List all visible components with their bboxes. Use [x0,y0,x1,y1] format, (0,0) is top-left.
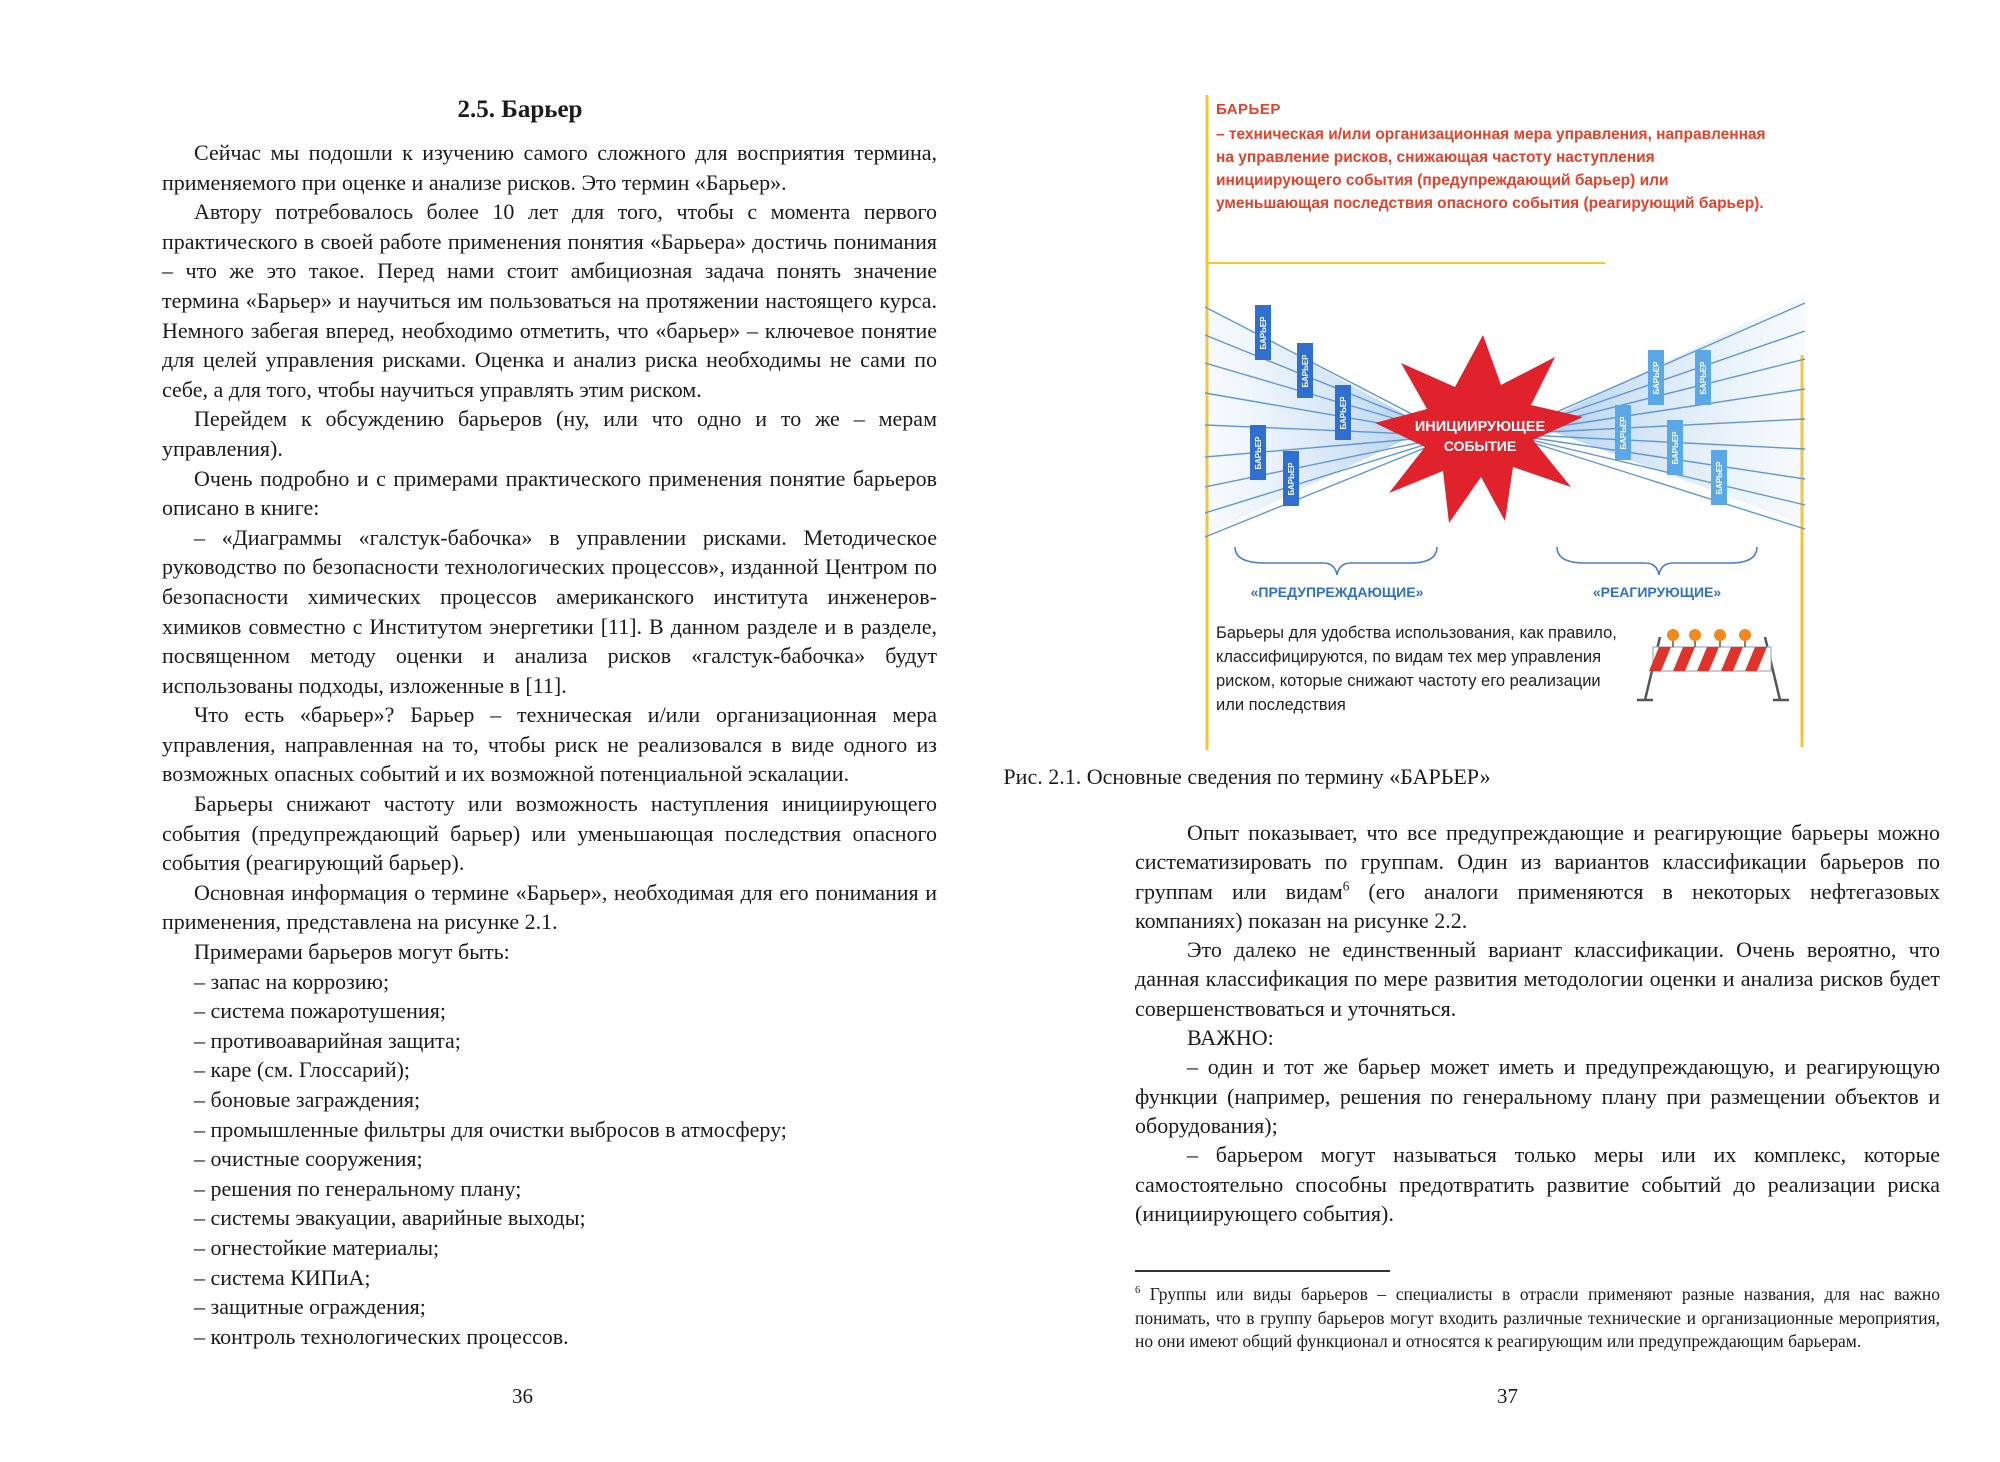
important-point: – барьером могут называться только меры или их комплекс, которые самостоятельно способны предотвратить развитие событий до реализации риска (инициирующего события). [1135,1142,1940,1226]
important-label: ВАЖНО: [1187,1025,1274,1051]
paragraph: Примерами барьеров могут быть: [194,939,510,965]
reactive-group-label: «РЕАГИРУЮЩИЕ» [1592,584,1722,600]
list-item: – защитные ограждения; [194,1294,426,1320]
paragraph [1135,818,1940,935]
footnote [1135,1283,1940,1354]
road-barrier-icon [1637,629,1789,700]
paragraph-text: Опыт показывает, что все предупреждающие и реагирующие барьеры можно систематизировать по группам. Один из вариантов классификации барьеров по группам или видам [1135,820,1940,904]
paragraph: Это далеко не единственный вариант классификации. Очень вероятно, что данная классификация по мере развития методологии оценки и анализа рисков будет совершенствоваться и уточняться. [1135,937,1940,1021]
barrier-label: БАРЬЕР [1301,354,1310,388]
page-number: 36 [512,1384,533,1408]
barrier-label: БАРЬЕР [1652,361,1661,395]
list-item: – решения по генеральному плану; [194,1175,522,1201]
important-point: – один и тот же барьер может иметь и предупреждающую, и реагирующую функции (например, решения по генеральному плану при размещении объектов и оборудования); [1135,1054,1940,1138]
barrier-figure [1205,95,1805,750]
list-item: – огнестойкие материалы; [194,1234,440,1260]
right-page [1000,0,2000,1462]
barrier-label: БАРЬЕР [1699,361,1708,395]
paragraph: Автору потребовалось более 10 лет для того, чтобы с момента первого практического в своей работе применения понятия «Барьера» достичь понимания – что же это такое. Перед нами стоит амбициозная задача понять значение термина «Барьер» и научиться им пользоваться на протяжении настоящего курса. Немного забегая вперед, необходимо отметить, что «барьер» – ключевое понятие для целей управления рисками. Оценка и анализ риска необходимы не сами по себе, а для того, чтобы научиться управлять этим риском. [162,199,937,402]
figure-caption: Рис. 2.1. Основные сведения по термину «БАРЬЕР» [1003,764,1491,789]
list-item: – запас на коррозию; [194,968,390,994]
barrier-label: БАРЬЕР [1339,396,1348,430]
preventive-group-label: «ПРЕДУПРЕЖДАЮЩИЕ» [1250,584,1424,600]
right-brace [1557,547,1757,575]
paragraph: Перейдем к обсуждению барьеров (ну, или что одно и то же – мерам управления). [162,406,937,461]
paragraph: Основная информация о термине «Барьер», необходимая для его понимания и применения, представлена на рисунке 2.1. [162,879,937,935]
figure-title: БАРЬЕР [1216,101,1281,118]
right-body [1135,818,1940,1228]
barrier-label: БАРЬЕР [1259,316,1268,350]
barrier-label: БАРЬЕР [1671,431,1680,465]
right-fan [1527,295,1805,529]
list-item: – противоаварийная защита; [194,1027,461,1053]
section-heading: 2.5. Барьер [457,96,583,123]
footnote-ref: 6 [1342,878,1350,894]
examples-list [162,967,937,1352]
paragraph: – «Диаграммы «галстук-бабочка» в управлении рисками. Методическое руководство по безопасности технологических процессов», изданной Центром по безопасности химических процессов американского института инженеров-химиков совместно с Институтом энергетики [11]. В данном разделе и в разделе, посвященном методу оценки и анализа рисков «галстук-бабочка» будут использованы подходы, изложенные в [11]. [162,524,937,698]
center-label-line1: ИНИЦИИРУЮЩЕЕ [1414,419,1546,435]
barrier-label: БАРЬЕР [1619,416,1628,450]
left-brace [1235,547,1437,575]
paragraph: Барьеры снижают частоту или возможность наступления инициирующего события (предупреждающий барьер) или уменьшающая последствия опасного события (реагирующий барьер). [162,791,937,876]
paragraph-text: (его аналоги применяются в некоторых нефтегазовых компаниях) показан на рисунке 2.2. [1135,878,1940,933]
barrier-label: БАРЬЕР [1715,461,1724,495]
center-label-line2: СОБЫТИЕ [1443,438,1517,454]
paragraph: Что есть «барьер»? Барьер – техническая и/или организационная мера управления, направленная на то, чтобы риск не реализовался в виде одного из возможных опасных событий и их возможной потенциальной эскалации. [162,702,937,787]
barrier-label: БАРЬЕР [1287,462,1296,496]
list-item: – промышленные фильтры для очистки выбросов в атмосферу; [194,1116,787,1142]
figure-definition: – техническая и/или организационная мера управления, направленная на управление рисков, снижающая частоту наступления инициирующего события (предупреждающий барьер) или уменьшающая последствия опасного события (реагирующий барьер). [1216,126,1766,212]
footnote-text: Группы или виды барьеров – специалисты в отрасли применяют разные названия, для нас важно понимать, что в группу барьеров могут входить различные технические и организационные мероприятия, но они имеют общий функционал и относятся к реагирующим или предупреждающим барьерам. [1135,1284,1940,1351]
list-item: – боновые заграждения; [194,1087,421,1112]
list-item: – система пожаротушения; [194,998,446,1024]
figure-note: Барьеры для удобства использования, как правило, классифицируются, по видам тех мер управления риском, которые снижают частоту его реализации или последствия [1216,624,1617,714]
footnote-separator [1135,1270,1390,1272]
list-item: – системы эвакуации, аварийные выходы; [194,1205,586,1231]
list-item: – контроль технологических процессов. [194,1323,569,1349]
paragraph: Сейчас мы подошли к изучению самого сложного для восприятия термина, применяемого при оценке и анализе рисков. Это термин «Барьер». [162,140,937,195]
paragraph: Очень подробно и с примерами практического применения понятие барьеров описано в книге: [162,465,937,521]
list-item: – каре (см. Глоссарий); [194,1057,411,1083]
page-number: 37 [1497,1384,1518,1408]
footnote-number: 6 [1135,1285,1141,1297]
list-item: – очистные сооружения; [194,1146,423,1172]
list-item: – система КИПиА; [194,1264,371,1290]
left-body [162,138,937,1351]
barrier-label: БАРЬЕР [1254,436,1263,470]
